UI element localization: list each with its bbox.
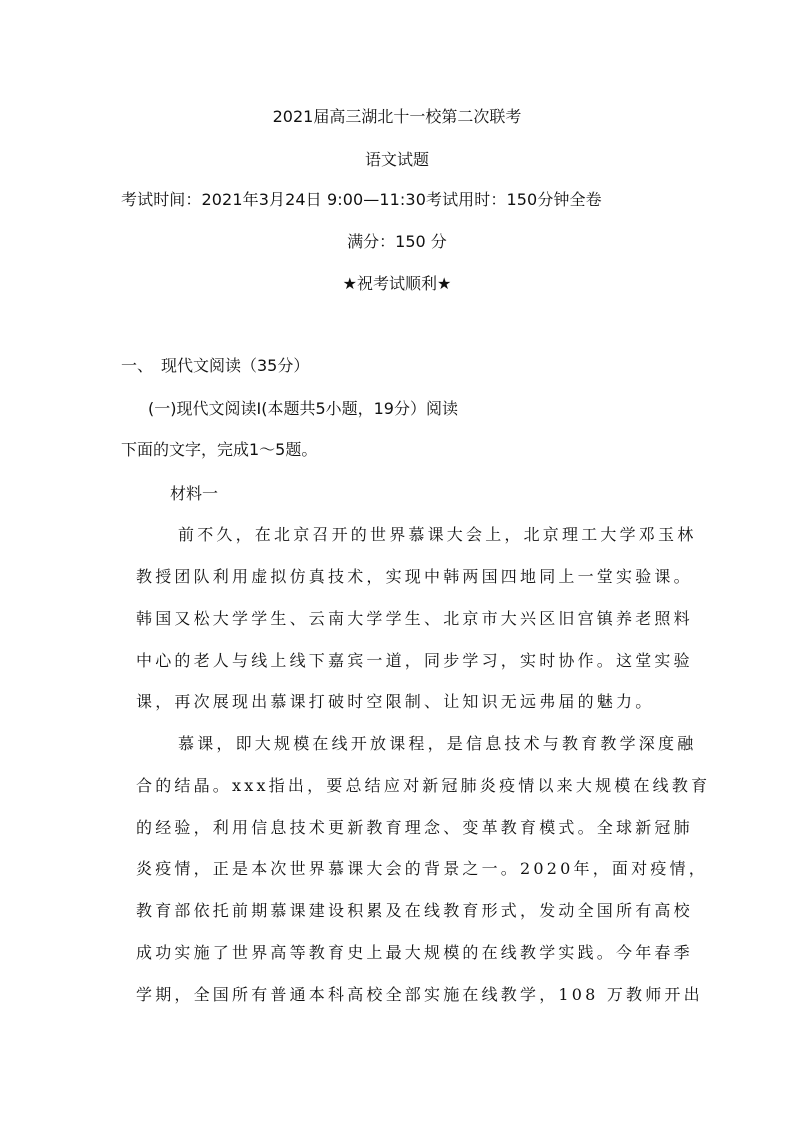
passage-line: 合的结晶。xxx指出，要总结应对新冠肺炎疫情以来大规模在线教育 xyxy=(136,776,711,795)
passage-line: 教育部依托前期慕课建设积累及在线教育形式，发动全国所有高校 xyxy=(136,901,693,920)
full-score: 满分：150 分 xyxy=(347,232,447,251)
passage-line: 韩国又松大学学生、云南大学学生、北京市大兴区旧宫镇养老照料 xyxy=(136,609,693,628)
passage-line: 课，再次展现出慕课打破时空限制、让知识无远弗届的魅力。 xyxy=(136,692,655,711)
passage-line: 学期，全国所有普通本科高校全部实施在线教学，108 万教师开出 xyxy=(136,985,703,1004)
exam-title: 2021届高三湖北十一校第二次联考 xyxy=(272,107,522,126)
passage-line: 中心的老人与线上线下嘉宾一道，同步学习，实时协作。这堂实验 xyxy=(136,651,693,670)
passage-line: 慕课，即大规模在线开放课程，是信息技术与教育教学深度融 xyxy=(178,734,697,753)
section-subheading: (一)现代文阅读Ⅰ(本题共5小题，19分）阅读 xyxy=(148,399,458,418)
passage-line: 成功实施了世界高等教育史上最大规模的在线教学实践。今年春季 xyxy=(136,943,693,962)
exam-time: 考试时间：2021年3月24日 9:00—11:30考试用时：150分钟全卷 xyxy=(121,190,602,209)
section-instruction: 下面的文字，完成1～5题。 xyxy=(121,440,318,459)
material-label: 材料一 xyxy=(170,484,219,503)
passage-line: 炎疫情，正是本次世界慕课大会的背景之一。2020年，面对疫情， xyxy=(136,859,708,878)
passage-line: 前不久，在北京召开的世界慕课大会上，北京理工大学邓玉林 xyxy=(178,525,697,544)
passage-line: 的经验，利用信息技术更新教育理念、变革教育模式。全球新冠肺 xyxy=(136,818,693,837)
section-heading: 一、 现代文阅读（35分） xyxy=(121,356,310,375)
blessing-text: ★祝考试顺利★ xyxy=(342,274,452,293)
passage-line: 教授团队利用虚拟仿真技术，实现中韩两国四地同上一堂实验课。 xyxy=(136,567,693,586)
subject-title: 语文试题 xyxy=(364,150,429,169)
